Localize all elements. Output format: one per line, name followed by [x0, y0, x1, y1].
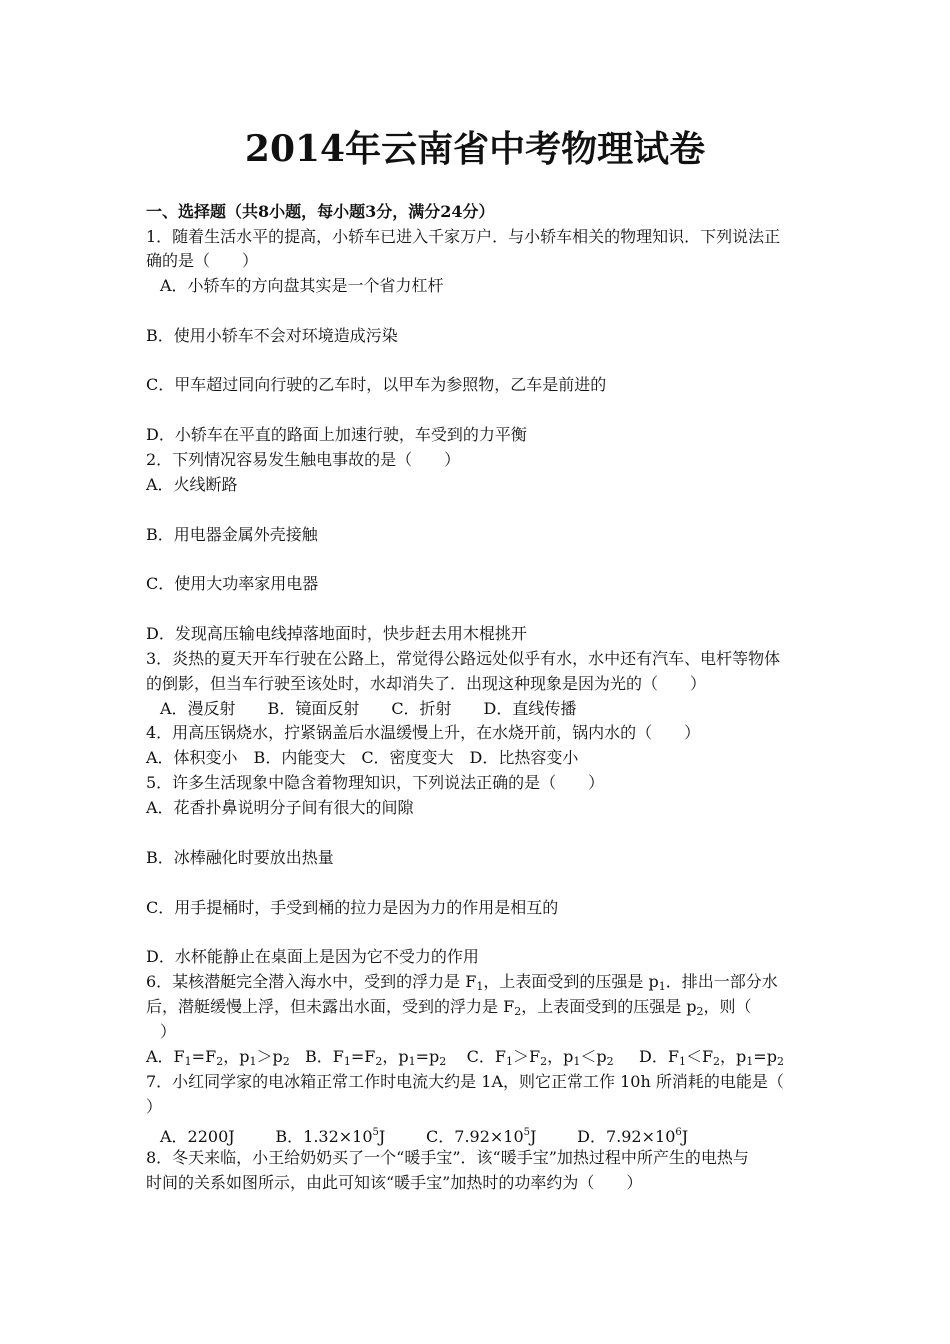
question-2-option-b: B．用电器金属外壳接触 — [146, 525, 318, 544]
question-6-stem-line-3: ） — [160, 1022, 177, 1041]
question-1-option-d: D．小轿车在平直的路面上加速行驶，车受到的力平衡 — [146, 425, 527, 444]
question-8-stem-line-1: 8．冬天来临，小王给奶奶买了一个“暖手宝”．该“暖手宝”加热过程中所产生的电热与 — [146, 1148, 749, 1167]
question-6-option-d: D．$F_1<F_2$，$p_1=p_2$ — [639, 1047, 784, 1068]
question-5-stem: 5．许多生活现象中隐含着物理知识，下列说法正确的是（ ） — [146, 773, 605, 792]
question-1-stem-line-2: 确的是（ ） — [146, 251, 259, 270]
question-7-options — [160, 1122, 688, 1148]
question-5-option-b: B．冰棒融化时要放出热量 — [146, 848, 334, 867]
question-3-options: A．漫反射 B．镜面反射 C．折射 D．直线传播 — [160, 699, 577, 718]
question-6-stem-line-2: 后，潜艇缓慢上浮，但未露出水面，受到的浮力是 $F_2$，上表面受到的压强是 $p_2$，则（ — [146, 997, 752, 1018]
question-2-option-a: A．火线断路 — [146, 475, 238, 494]
question-3-stem-line-1: 3．炎热的夏天开车行驶在公路上，常觉得公路远处似乎有水，水中还有汽车、电杆等物体 — [146, 649, 781, 668]
question-3-stem-line-2: 的倒影，但当车行驶至该处时，水却消失了．出现这种现象是因为光的（ ） — [146, 674, 707, 693]
question-4-stem: 4．用高压锅烧水，拧紧锅盖后水温缓慢上升，在水烧开前，锅内水的（ ） — [146, 723, 701, 742]
question-1-option-a: A．小轿车的方向盘其实是一个省力杠杆 — [160, 276, 444, 295]
question-5-option-c: C．用手提桶时，手受到桶的拉力是因为力的作用是相互的 — [146, 898, 559, 917]
question-7-option-b: B．$1.32\times 10^5J$ — [275, 1127, 386, 1146]
question-8-stem-line-2: 时间的关系如图所示，由此可知该“暖手宝”加热时的功率约为（ ） — [146, 1173, 643, 1192]
question-1-stem-line-1: 1．随着生活水平的提高，小轿车已进入千家万户．与小轿车相关的物理知识．下列说法正 — [146, 227, 781, 246]
question-5-option-d: D．水杯能静止在桌面上是因为它不受力的作用 — [146, 947, 479, 966]
question-2-option-c: C．使用大功率家用电器 — [146, 574, 319, 593]
question-4-options: A．体积变小 B．内能变大 C．密度变大 D．比热容变小 — [146, 748, 579, 767]
question-2-stem: 2．下列情况容易发生触电事故的是（ ） — [146, 450, 461, 469]
question-1-option-b: B．使用小轿车不会对环境造成污染 — [146, 326, 398, 345]
question-7-option-d: D．$7.92\times 10^6J$ — [577, 1127, 689, 1146]
question-6-option-b: B．$F_1=F_2$，$p_1=p_2$ — [304, 1047, 447, 1068]
question-2-option-d: D．发现高压输电线掉落地面时，快步赶去用木棍挑开 — [146, 624, 527, 643]
question-6-stem-line-1: 6．某核潜艇完全潜入海水中，受到的浮力是 $F_1$，上表面受到的压强是 $p_1$．排出一部分水 — [146, 972, 778, 993]
question-7-option-a: A．2200J — [160, 1127, 235, 1146]
question-7-stem-line-1: 7．小红同学家的电冰箱正常工作时电流大约是 1A，则它正常工作 10h 所消耗的电能是（ — [146, 1072, 784, 1091]
page-title: 2014年云南省中考物理试卷 — [244, 128, 706, 170]
question-5-option-a: A．花香扑鼻说明分子间有很大的间隙 — [146, 798, 414, 817]
question-6-option-a: A．$F_1=F_2$，$p_1>p_2$ — [146, 1047, 290, 1068]
question-1-option-c: C．甲车超过同向行驶的乙车时，以甲车为参照物，乙车是前进的 — [146, 375, 607, 394]
question-7-option-c: C．$7.92\times 10^5J$ — [426, 1127, 537, 1146]
question-6-option-c: C．$F_1>F_2$，$p_1<p_2$ — [466, 1047, 614, 1068]
section-heading: 一、选择题（共8小题，每小题3分，满分24分） — [146, 202, 495, 221]
question-6-options — [146, 1046, 784, 1073]
question-7-stem-line-2: ） — [146, 1097, 163, 1116]
